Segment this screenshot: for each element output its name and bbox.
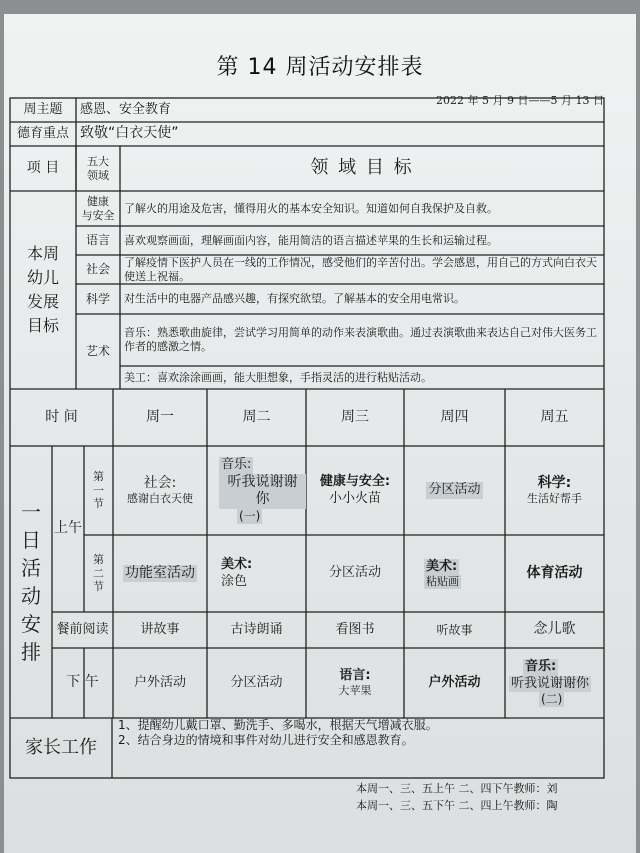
activity-name: 涂色 [221,573,248,589]
pm-mon [113,648,207,718]
p2-thu [404,535,505,612]
day-tue: 周二 [242,408,271,425]
p2-tue [207,535,306,612]
activity-title: 语言: [339,668,371,683]
activity-title: 社会: [143,474,177,491]
activity-name: 大苹果 [338,684,372,698]
domain-art: 艺术 [85,344,110,358]
area-header: 领 域 目 标 [310,157,414,179]
activity-name: 粘贴画 [426,574,459,588]
activity-title: 科学: [537,474,572,491]
goal-health: 了解火的用途及危害，懂得用火的基本安全知识。知道如何自我保护及自救。 [124,201,498,215]
activity-name: 功能室活动 [125,564,195,581]
period-1-label: 第 一 节 [93,469,104,511]
p1-fri [505,446,604,535]
date-range: 2022 年 5 月 9 日——5 月 13 日 [436,94,604,107]
p1-wed [306,446,404,535]
day-thu: 周四 [440,408,469,425]
domain-science: 科学 [85,291,110,306]
parent-items [112,718,604,778]
activity-name: 小小火苗 [328,490,381,506]
pm-wed [306,648,404,718]
item-label: 项 目 [26,159,60,176]
time-label: 时 间 [45,408,78,425]
day-fri: 周五 [540,408,569,425]
activity-title: 音乐: [525,659,557,675]
theme-label: 周主题 [23,101,63,117]
activity-name: 分区活动 [230,674,283,690]
activity-title: 美术: [426,558,458,574]
reading-mon: 讲故事 [140,621,180,637]
daily-label-char: 日 [21,528,41,552]
reading-tue: 古诗朗诵 [230,621,283,637]
day-wed: 周三 [341,408,369,425]
activity-name: 感谢白衣天使 [127,492,193,506]
daily-label-char: 活 [21,556,41,580]
goal-music: 音乐：熟悉歌曲旋律，尝试学习用简单的动作来表演歌曲。通过表演歌曲来表达自己对伟大医务工作者的感激之情。 [124,326,597,353]
activity-title: 健康与安全: [319,474,391,490]
activity-name: 听我说谢谢你 [219,474,306,509]
p2-mon [113,535,207,612]
theme-value: 感恩、安全教育 [80,101,172,117]
domain-social: 社会 [85,262,110,276]
morning-label: 上午 [54,520,82,537]
p2-wed [306,535,404,612]
pm-fri [505,648,604,718]
daily-label-char: 安 [21,612,41,636]
reading-fri: 念儿歌 [533,621,576,638]
activity-name: 听我说谢谢你 [511,675,590,691]
period-2-label: 第 二 节 [93,552,104,594]
activity-name: 户外活动 [428,674,481,690]
activity-part: (一) [239,508,261,523]
page-title: 第 14 周活动安排表 [216,55,424,80]
day-mon: 周一 [146,408,174,425]
reading-thu: 听故事 [436,622,473,637]
p1-tue [207,446,306,535]
pm-tue [207,648,306,718]
reading-wed: 看图书 [335,621,375,637]
reading-label: 餐前阅读 [56,621,109,637]
daily-label-char: 动 [21,584,41,608]
activity-title: 音乐: [221,457,252,473]
activity-name: 体育活动 [526,564,583,581]
p2-fri [505,535,604,612]
parent-item: 1、提醒幼儿戴口罩、勤洗手、多喝水，根据天气增减衣服。 [118,718,438,732]
domain-health: 健康 与安全 [81,194,115,222]
pm-thu [404,648,505,718]
p1-thu [404,446,505,535]
activity-name: 分区活动 [328,565,381,581]
parent-label: 家长工作 [25,736,97,758]
daily-section-label [10,446,52,718]
moral-label: 德育重点 [16,125,69,141]
activity-name: 户外活动 [133,674,186,690]
goals-section-label: 本周 幼儿 发展 目标 [26,244,59,335]
domain-language: 语言 [85,233,110,247]
activity-part: (二) [541,691,563,706]
p1-mon [113,446,207,535]
footer-teacher-1: 本周一、三、五上午 二、四下午教师：刘 [356,782,558,795]
goal-language: 喜欢观察画面，理解画面内容，能用简洁的语言描述苹果的生长和运输过程。 [124,233,498,247]
daily-label-char: 一 [21,500,41,524]
daily-label-char: 排 [21,640,41,664]
footer-teacher-2: 本周一、三、五下午 二、四上午教师：陶 [356,799,558,812]
parent-item: 2、结合身边的情境和事件对幼儿进行安全和感恩教育。 [118,733,414,747]
domains-header: 五大 领域 [87,154,109,182]
goal-social: 了解疫情下医护人员在一线的工作情况，感受他们的辛苦付出。学会感恩，用自己的方式向白衣天使送上祝福。 [124,255,597,283]
activity-name: 生活好帮手 [527,492,582,506]
afternoon-label: 下 午 [66,674,99,691]
goal-science: 对生活中的电器产品感兴趣，有探究欲望。了解基本的安全用电常识。 [124,292,465,306]
activity-name: 分区活动 [428,482,481,498]
goal-art: 美工：喜欢涂涂画画，能大胆想象，手指灵活的进行粘贴活动。 [124,370,432,384]
moral-value: 致敬“白衣天使” [80,125,179,142]
activity-title: 美术: [221,557,253,573]
